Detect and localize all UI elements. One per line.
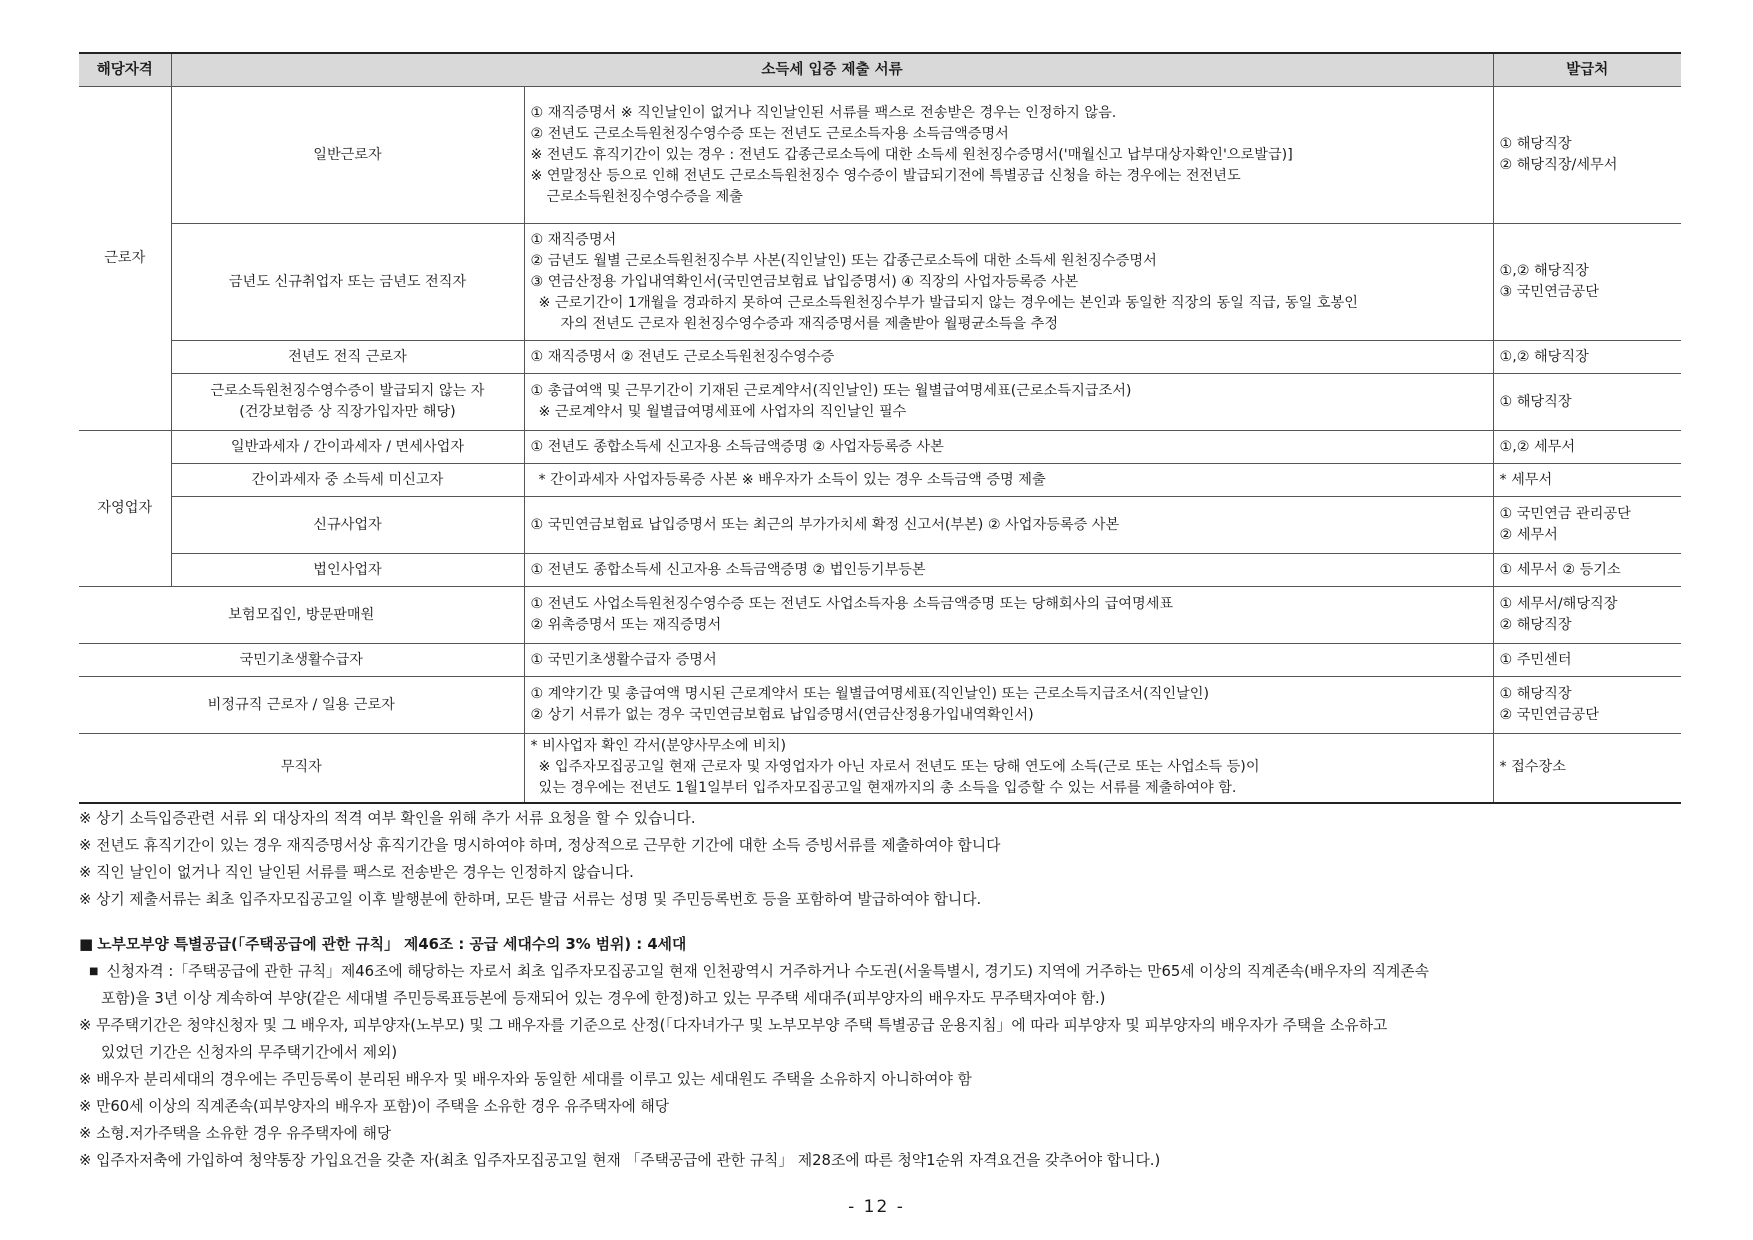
- documents-cell: [524, 734, 1493, 803]
- issuer-line: ①,② 해당직장: [1499, 348, 1589, 365]
- doc-line: 근로소득원천징수영수증을 제출: [546, 188, 743, 205]
- documents-cell: [524, 587, 1493, 644]
- group-label: 무직자: [79, 734, 524, 803]
- doc-line: ② 상기 서류가 없는 경우 국민연금보험료 납입증명서(연금산정용가입내역확인서): [530, 707, 1034, 723]
- note-line: ※ 직인 날인이 없거나 직인 날인된 서류를 팩스로 전송받은 경우는 인정하지 않습니다.: [79, 863, 634, 881]
- header-qualification: 해당자격: [79, 53, 171, 87]
- table-row: [79, 677, 1681, 734]
- group-label-line: 근로소득원천징수영수증이 발급되지 않는 자: [210, 383, 485, 399]
- documents-cell: [524, 341, 1493, 374]
- doc-line: ① 재직증명서 ※ 직인날인이 없거나 직인날인된 서류를 팩스로 전송받은 경우는 인정하지 않음.: [530, 104, 1117, 121]
- elderly-parent-support-section: [79, 931, 1681, 1174]
- issuer-line: ② 세무서: [1499, 527, 1558, 543]
- documents-cell: [524, 497, 1493, 554]
- group-label: 보험모집인, 방문판매원: [79, 587, 524, 644]
- category-employee: 근로자: [79, 87, 171, 431]
- section-note-line: ※ 만60세 이상의 직계존속(피부양자의 배우자 포함)이 주택을 소유한 경우 유주택자에 해당: [79, 1097, 670, 1115]
- section-note-line: ※ 무주택기간은 청약신청자 및 그 배우자, 피부양자(노부모) 및 그 배우자를 기준으로 산정(「다자녀가구 및 노부모부양 주택 특별공급 운용지침」에 따라 피부양자 및 피부양자의 배우자가 주택을 소유하고: [79, 1016, 1388, 1034]
- issuer-line: * 접수장소: [1499, 759, 1566, 776]
- section-title-text: 노부모부양 특별공급(「주택공급에 관한 규칙」 제46조 : 공급 세대수의 3% 범위) : 4세대: [97, 935, 687, 953]
- note-line: ※ 상기 제출서류는 최초 입주자모집공고일 이후 발행분에 한하며, 모든 발급 서류는 성명 및 주민등록번호 등을 포함하여 발급하여야 합니다.: [79, 890, 982, 908]
- note-line: ※ 전년도 휴직기간이 있는 경우 재직증명서상 휴직기간을 명시하여야 하며, 정상적으로 근무한 기간에 대한 소득 증빙서류를 제출하여야 합니다: [79, 836, 1001, 854]
- header-documents: 소득세 입증 제출 서류: [171, 53, 1493, 87]
- group-label: 비정규직 근로자 / 일용 근로자: [79, 677, 524, 734]
- issuer-line: ① 세무서/해당직장: [1499, 596, 1618, 612]
- documents-cell: [524, 677, 1493, 734]
- doc-line: ③ 연금산정용 가입내역확인서(국민연금보험료 납입증명서) ④ 직장의 사업자등록증 사본: [530, 273, 1079, 290]
- doc-line: ② 금년도 월별 근로소득원천징수부 사본(직인날인) 또는 갑종근로소득에 대한 소득세 원천징수증명서: [530, 252, 1157, 269]
- issuer-line: ① 국민연금 관리공단: [1499, 506, 1631, 522]
- table-row: [79, 497, 1681, 554]
- documents-cell: [524, 374, 1493, 431]
- issuer-line: ③ 국민연금공단: [1499, 284, 1599, 300]
- doc-line: * 비사업자 확인 각서(분양사무소에 비치): [530, 738, 786, 755]
- doc-line: ① 계약기간 및 총급여액 명시된 근로계약서 또는 월별급여명세표(직인날인) 또는 근로소득지급조서(직인날인): [530, 686, 1209, 702]
- page-number: - 12 -: [848, 1197, 905, 1217]
- section-note-line: ※ 배우자 분리세대의 경우에는 주민등록이 분리된 배우자 및 배우자와 동일한 세대를 이루고 있는 세대원도 주택을 소유하지 아니하여야 함: [79, 1070, 972, 1088]
- group-label: 금년도 신규취업자 또는 금년도 전직자: [171, 224, 524, 341]
- group-label: [171, 374, 524, 431]
- doc-line: ① 재직증명서 ② 전년도 근로소득원천징수영수증: [530, 348, 835, 365]
- table-row: [79, 374, 1681, 431]
- issuer-cell: [1493, 587, 1681, 644]
- doc-line: ① 국민연금보험료 납입증명서 또는 최근의 부가가치세 확정 신고서(부본) ② 사업자등록증 사본: [530, 516, 1120, 533]
- doc-line: 자의 전년도 근로자 원천징수영수증과 재직증명서를 제출받아 월평균소득을 추정: [560, 315, 1059, 332]
- doc-line: ① 전년도 종합소득세 신고자용 소득금액증명 ② 사업자등록증 사본: [530, 438, 944, 455]
- section-note-line: ※ 입주자저축에 가입하여 청약통장 가입요건을 갖춘 자(최초 입주자모집공고일 현재 「주택공급에 관한 규칙」 제28조에 따른 청약1순위 자격요건을 갖추어야 합니다.): [79, 1151, 1161, 1169]
- document-page: [79, 52, 1681, 1174]
- doc-line: ① 전년도 사업소득원천징수영수증 또는 전년도 사업소득자용 소득금액증명 또는 당해회사의 급여명세표: [530, 596, 1174, 612]
- bullet-line: 신청자격 :「주택공급에 관한 규칙」제46조에 해당하는 자로서 최초 입주자모집공고일 현재 인천광역시 거주하거나 수도권(서울특별시, 경기도) 지역에 거주하는 만65세 이상의 직계존속(배우자의 직계존속: [106, 962, 1429, 980]
- table-row: [79, 734, 1681, 803]
- table-notes: [79, 805, 1681, 913]
- bullet-line: 포함)을 3년 이상 계속하여 부양(같은 세대별 주민등록표등본에 등재되어 있는 경우에 한정)하고 있는 무주택 세대주(피부양자의 배우자도 무주택자여야 함.): [101, 989, 1106, 1007]
- documents-cell: [524, 87, 1493, 224]
- issuer-cell: [1493, 644, 1681, 677]
- issuer-cell: [1493, 734, 1681, 803]
- doc-line: ※ 근로계약서 및 월별급여명세표에 사업자의 직인날인 필수: [538, 404, 907, 420]
- group-label: 일반근로자: [171, 87, 524, 224]
- doc-line: ② 전년도 근로소득원천징수영수증 또는 전년도 근로소득자용 소득금액증명서: [530, 125, 1009, 142]
- square-bullet-icon: ■: [79, 934, 94, 953]
- table-row: [79, 431, 1681, 464]
- documents-cell: [524, 644, 1493, 677]
- documents-cell: [524, 464, 1493, 497]
- issuer-cell: [1493, 374, 1681, 431]
- issuer-cell: [1493, 87, 1681, 224]
- section-note-line: 있었던 기간은 신청자의 무주택기간에서 제외): [101, 1043, 398, 1061]
- doc-line: ① 국민기초생활수급자 증명서: [530, 651, 717, 668]
- table-row: [79, 224, 1681, 341]
- issuer-line: ② 국민연금공단: [1499, 707, 1599, 723]
- table-row: [79, 464, 1681, 497]
- eligibility-bullet: [79, 958, 1681, 985]
- issuer-cell: [1493, 464, 1681, 497]
- issuer-line: ①,② 세무서: [1499, 438, 1576, 455]
- category-self-employed: 자영업자: [79, 431, 171, 587]
- issuer-cell: [1493, 341, 1681, 374]
- table-row: [79, 644, 1681, 677]
- group-label: 전년도 전직 근로자: [171, 341, 524, 374]
- section-title: [79, 931, 1681, 958]
- table-row: [79, 341, 1681, 374]
- issuer-cell: [1493, 677, 1681, 734]
- issuer-line: ①,② 해당직장: [1499, 263, 1589, 279]
- doc-line: ※ 근로기간이 1개월을 경과하지 못하여 근로소득원천징수부가 발급되지 않는 경우에는 본인과 동일한 직장의 동일 직급, 동일 호봉인: [538, 294, 1358, 311]
- group-label: 국민기초생활수급자: [79, 644, 524, 677]
- documents-cell: [524, 554, 1493, 587]
- issuer-line: ② 해당직장: [1499, 617, 1572, 633]
- doc-line: ※ 연말정산 등으로 인해 전년도 근로소득원천징수 영수증이 발급되기전에 특별공급 신청을 하는 경우에는 전전년도: [530, 167, 1241, 184]
- group-label: 법인사업자: [171, 554, 524, 587]
- doc-line: ※ 입주자모집공고일 현재 근로자 및 자영업자가 아닌 자로서 전년도 또는 당해 연도에 소득(근로 또는 사업소득 등)이: [538, 759, 1260, 776]
- note-line: ※ 상기 소득입증관련 서류 외 대상자의 적격 여부 확인을 위해 추가 서류 요청을 할 수 있습니다.: [79, 809, 696, 827]
- table-header-row: [79, 53, 1681, 87]
- group-label-line: (건강보험증 상 직장가입자만 해당): [239, 404, 456, 420]
- table-row: [79, 587, 1681, 644]
- group-label: 간이과세자 중 소득세 미신고자: [171, 464, 524, 497]
- documents-cell: [524, 431, 1493, 464]
- doc-line: ① 총급여액 및 근무기간이 기재된 근로계약서(직인날인) 또는 월별급여명세표(근로소득지급조서): [530, 383, 1132, 399]
- group-label: 신규사업자: [171, 497, 524, 554]
- doc-line: ※ 전년도 휴직기간이 있는 경우 : 전년도 갑종근로소득에 대한 소득세 원천징수증명서('매월신고 납부대상자확인'으로발급)]: [530, 146, 1293, 163]
- issuer-cell: [1493, 554, 1681, 587]
- group-label: 일반과세자 / 간이과세자 / 면세사업자: [171, 431, 524, 464]
- doc-line: ① 재직증명서: [530, 231, 617, 248]
- doc-line: * 간이과세자 사업자등록증 사본 ※ 배우자가 소득이 있는 경우 소득금액 증명 제출: [538, 471, 1046, 488]
- issuer-line: ① 해당직장: [1499, 136, 1572, 152]
- header-issuer: 발급처: [1493, 53, 1681, 87]
- issuer-line: ① 해당직장: [1499, 393, 1572, 410]
- doc-line: 있는 경우에는 전년도 1월1일부터 입주자모집공고일 현재까지의 총 소득을 입증할 수 있는 서류를 제출하여야 함.: [538, 780, 1237, 797]
- issuer-line: * 세무서: [1499, 471, 1553, 488]
- issuer-cell: [1493, 224, 1681, 341]
- table-row: [79, 87, 1681, 224]
- issuer-cell: [1493, 431, 1681, 464]
- issuer-line: ① 해당직장: [1499, 686, 1572, 702]
- issuer-cell: [1493, 497, 1681, 554]
- income-proof-table: [79, 52, 1681, 804]
- section-note-line: ※ 소형.저가주택을 소유한 경우 유주택자에 해당: [79, 1124, 392, 1142]
- doc-line: ① 전년도 종합소득세 신고자용 소득금액증명 ② 법인등기부등본: [530, 561, 926, 578]
- small-square-bullet-icon: ■: [89, 965, 99, 977]
- issuer-line: ① 세무서 ② 등기소: [1499, 561, 1621, 578]
- doc-line: ② 위촉증명서 또는 재직증명서: [530, 617, 722, 633]
- issuer-line: ① 주민센터: [1499, 651, 1572, 668]
- issuer-line: ② 해당직장/세무서: [1499, 157, 1618, 173]
- table-row: [79, 554, 1681, 587]
- documents-cell: [524, 224, 1493, 341]
